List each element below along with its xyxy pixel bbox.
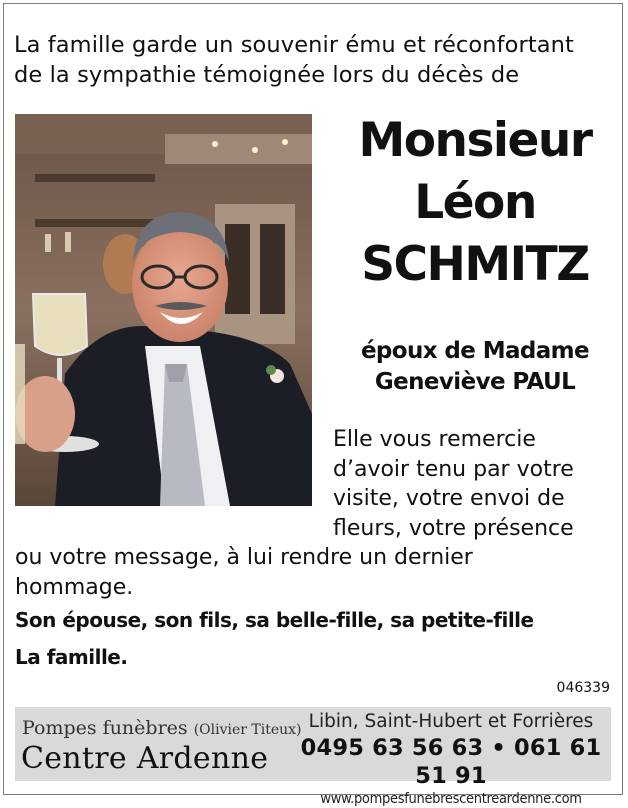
funeral-home-towns: Libin, Saint-Hubert et Forrières [308,711,594,732]
message-line-1: Elle vous remercie [333,427,536,452]
message-line-3: visite, votre envoi de [333,486,565,511]
intro-line-1: La famille garde un souvenir ému et réconfortant [14,32,574,58]
phone-separator: • [491,735,506,761]
funeral-home-name: Centre Ardenne [21,741,269,776]
deceased-first-name: Léon [414,175,536,230]
signature-family-members: Son épouse, son fils, sa belle-fille, sa petite-fille [15,608,534,632]
message-line-4: fleurs, votre présence [333,515,574,541]
funeral-home-label [22,717,302,739]
phone-mobile: 0495 63 56 63 [300,735,484,761]
funeral-home-contact-block [295,710,607,808]
intro-text [14,30,614,90]
deceased-name [330,110,620,296]
funeral-home-banner [15,707,611,807]
funeral-home-phones [295,734,607,790]
intro-line-2: de la sympathie témoignée lors du décès de [14,62,520,88]
phone-landline: 061 61 51 91 [415,735,602,789]
deceased-last-name: SCHMITZ [361,237,589,292]
deceased-title: Monsieur [358,113,592,168]
funeral-home-website[interactable]: www.pompesfunebrescentreardenne.com [320,791,582,807]
reference-number: 046339 [556,680,610,696]
spouse-info [330,336,620,398]
spouse-line-1: époux de Madame [360,338,590,364]
message-line-2: d’avoir tenu par votre [333,456,574,482]
message-line-6: hommage. [15,574,134,600]
message-line-5: ou votre message, à lui rendre un dernier [15,545,473,570]
funeral-home-contact: (Olivier Titeux) [193,722,302,738]
thanks-message [15,425,615,602]
spouse-line-2: Geneviève PAUL [374,369,576,395]
signature-family: La famille. [15,645,128,669]
funeral-home-type: Pompes funèbres [22,717,188,739]
